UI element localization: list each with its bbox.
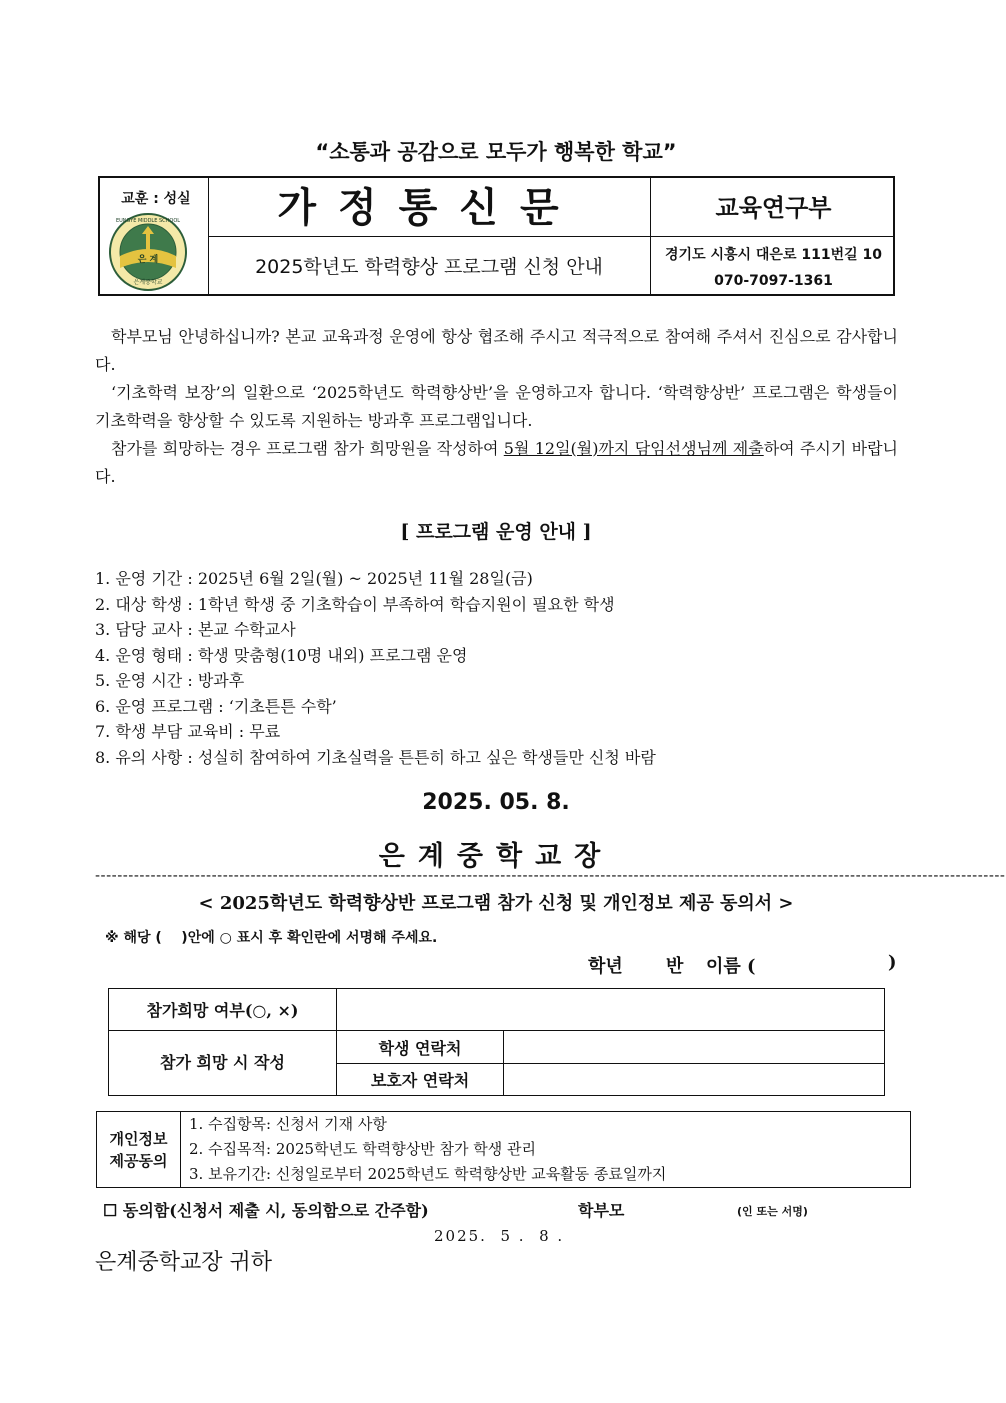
intro-text-span: 하여 주시기 바랍니다. — [95, 439, 898, 486]
emblem-bottom-text: 은계중학교 — [133, 279, 163, 286]
agree-line — [103, 1198, 429, 1221]
consent-item: 1. 수집항목: 신청서 기재 사항 — [189, 1115, 387, 1133]
program-item: 4. 운영 형태 : 학생 맞춤형(10명 내외) 프로그램 운영 — [95, 645, 468, 665]
program-details — [95, 566, 895, 770]
letter-header — [98, 176, 895, 296]
program-item: 5. 운영 시간 : 방과후 — [95, 671, 245, 690]
intro-paragraph — [95, 435, 898, 491]
student-contact-field[interactable] — [504, 1031, 885, 1064]
parent-label: 학부모 — [578, 1201, 625, 1220]
program-item: 7. 학생 부담 교육비 : 무료 — [95, 722, 281, 741]
consent-item: 3. 보유기간: 신청일로부터 2025학년도 학력향상반 교육활동 종료일까지 — [189, 1165, 667, 1183]
program-item: 8. 유의 사항 : 성실히 참여하여 기초실력을 튼튼히 하고 싶은 학생들만 신청 바람 — [95, 747, 656, 767]
deadline-text: 5월 12일(월)까지 담임선생님께 제출 — [503, 439, 764, 458]
parent-contact-field[interactable] — [504, 1064, 885, 1096]
contact-info — [652, 242, 895, 294]
school-emblem-icon — [108, 212, 188, 292]
consent-item: 2. 수집목적: 2025학년도 학력향상반 참가 학생 관리 — [189, 1140, 536, 1158]
addressee: 은계중학교장 귀하 — [95, 1250, 273, 1275]
program-item: 1. 운영 기간 : 2025년 6월 2일(월) ~ 2025년 11월 28일(금) — [95, 569, 533, 588]
form-title: < 2025학년도 학력향상반 프로그램 참가 신청 및 개인정보 제공 동의서 > — [198, 893, 794, 914]
privacy-consent-table — [96, 1111, 911, 1188]
student-contact-label: 학생 연락처 — [337, 1031, 504, 1064]
name-close: ) — [888, 952, 897, 973]
cut-line: -------------------------------------------------------------------------------------------------------------------------------------------------------------------- — [95, 868, 1006, 884]
program-item: 3. 담당 교사 : 본교 수학교사 — [95, 620, 296, 639]
section-title: [ 프로그램 운영 안내 ] — [400, 521, 592, 543]
emblem-ring-text: EUNGYE MIDDLE SCHOOL — [115, 218, 181, 224]
privacy-consent-items — [181, 1112, 911, 1188]
participation-label: 참가희망 여부(○, ×) — [109, 989, 337, 1031]
intro-paragraph: ‘기초학력 보장’의 일환으로 ‘2025학년도 학력향상반’을 운영하고자 합니다. ‘학력향상반’ 프로그램은 학생들이 기초학력을 향상할 수 있도록 지원하는 방과후 프로그램입니다. — [95, 383, 898, 430]
application-table — [108, 988, 885, 1096]
participation-field[interactable] — [337, 989, 885, 1031]
contact-section-label — [109, 1031, 337, 1096]
document-title: 가정통신문 — [277, 185, 581, 231]
agree-label: 동의함(신청서 제출 시, 동의함으로 간주함) — [122, 1201, 429, 1220]
address: 경기도 시흥시 대은로 111번길 10 — [665, 247, 882, 263]
parent-contact-label: 보호자 연락처 — [337, 1064, 504, 1096]
signature-field[interactable]: (인 또는 서명) — [737, 1205, 808, 1218]
contact-section-text: 참가 희망 시 작성 — [160, 1053, 285, 1072]
grade-label: 학년 — [588, 956, 623, 977]
class-label: 반 — [666, 956, 684, 977]
form-date: 2025. 5 . 8 . — [434, 1227, 565, 1245]
document-subtitle: 2025학년도 학력향상 프로그램 신청 안내 — [255, 256, 603, 278]
department: 교육연구부 — [715, 194, 832, 222]
principal-name: 은계중학교장 — [378, 841, 614, 872]
program-item: 2. 대상 학생 : 1학년 학생 중 기초학습이 부족하여 학습지원이 필요한 학생 — [95, 594, 615, 614]
intro-text — [95, 323, 898, 491]
divider — [208, 236, 893, 237]
program-item: 6. 운영 프로그램 : ‘기초튼튼 수학’ — [95, 696, 337, 716]
intro-text-span: 참가를 희망하는 경우 프로그램 참가 희망원을 작성하여 — [111, 439, 504, 458]
intro-paragraph: 학부모님 안녕하십니까? 본교 교육과정 운영에 항상 협조해 주시고 적극적으로 참여해 주셔서 진심으로 감사합니다. — [95, 327, 898, 374]
school-slogan: “소통과 공감으로 모두가 행복한 학교” — [315, 140, 677, 164]
privacy-consent-label — [97, 1112, 181, 1188]
form-instruction: ※ 해당 ( )안에 ○ 표시 후 확인란에 서명해 주세요. — [105, 930, 438, 946]
name-label: 이름 ( — [706, 956, 756, 977]
phone: 070-7097-1361 — [714, 273, 833, 289]
issue-date: 2025. 05. 8. — [422, 790, 570, 815]
agree-checkbox[interactable]: ☐ — [103, 1201, 118, 1220]
emblem-center-text: 은 계 — [137, 255, 159, 265]
privacy-consent-label-text: 개인정보 제공동의 — [109, 1129, 168, 1170]
school-motto: 교훈 : 성실 — [121, 191, 191, 207]
